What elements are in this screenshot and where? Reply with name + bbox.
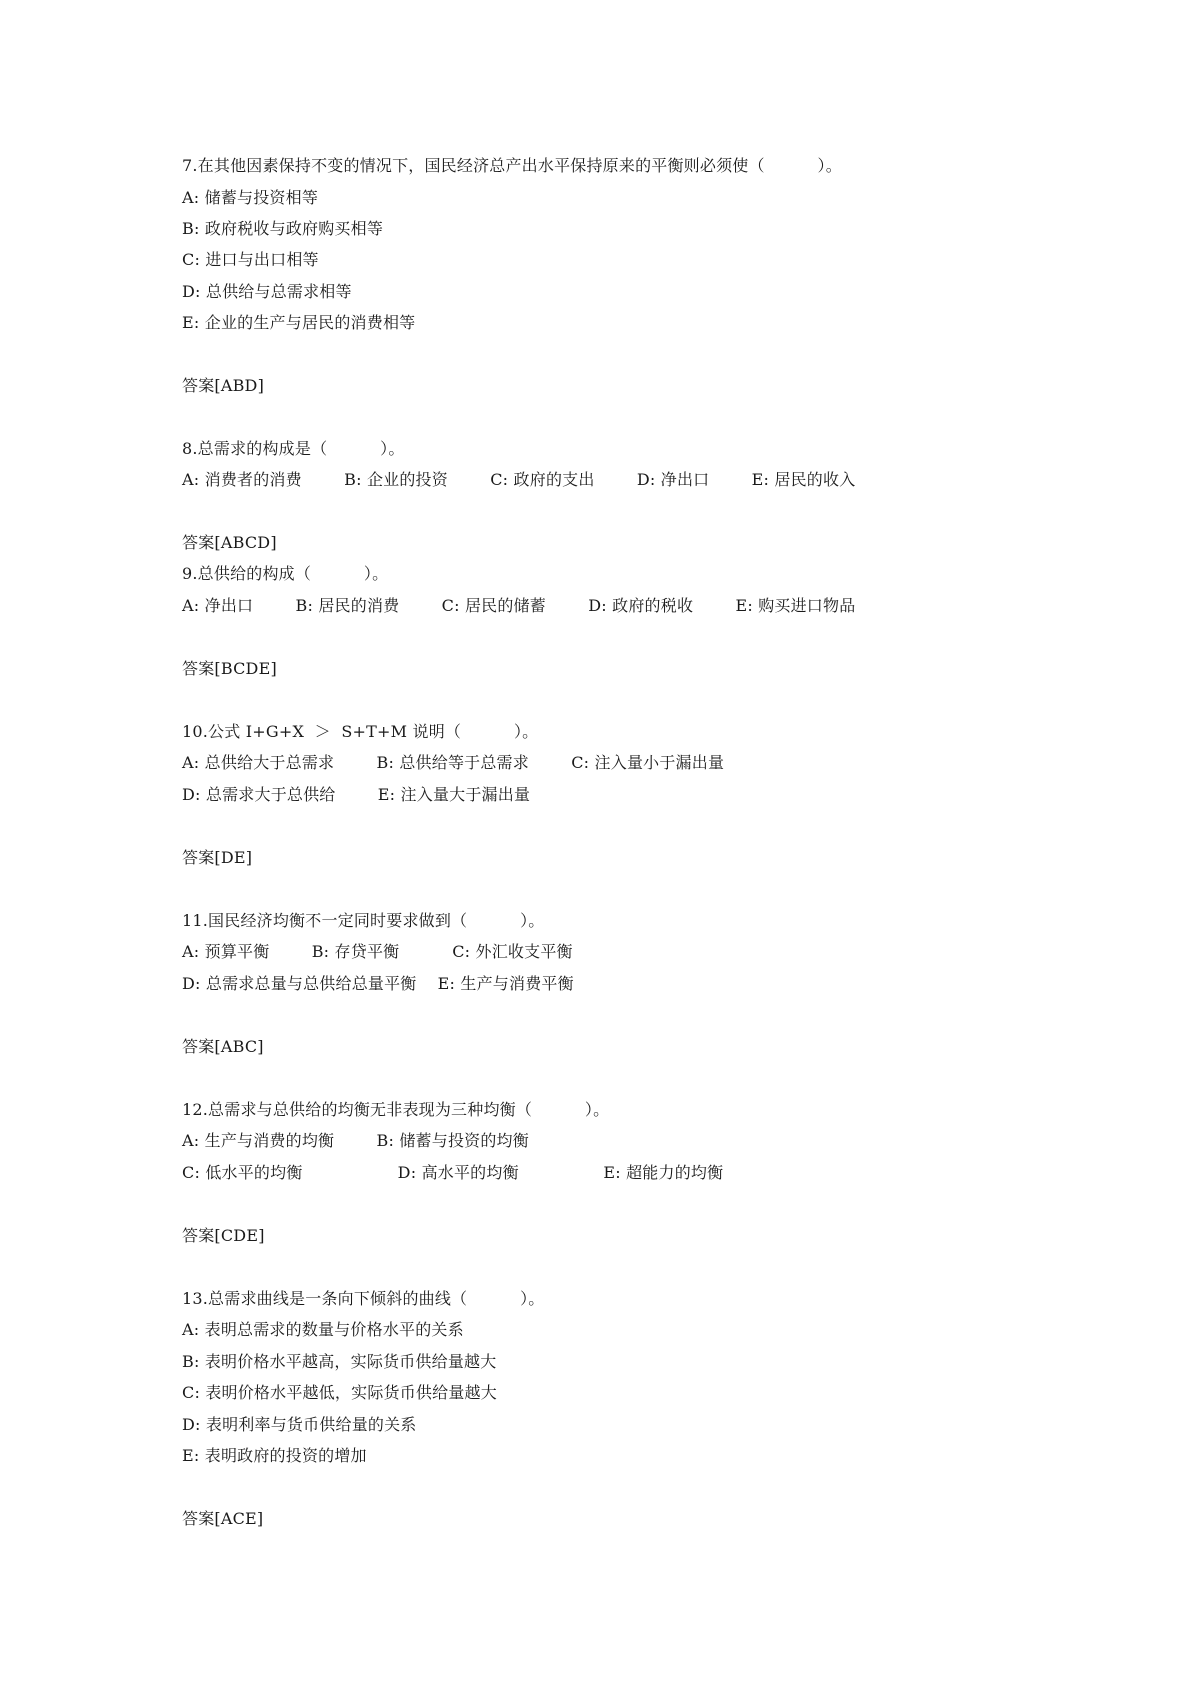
question-7-option-a: A: 储蓄与投资相等 bbox=[182, 188, 319, 207]
question-7-option-e: E: 企业的生产与居民的消费相等 bbox=[182, 313, 416, 332]
question-7-option-d: D: 总供给与总需求相等 bbox=[182, 282, 352, 301]
question-7-answer: 答案[ABD] bbox=[182, 376, 265, 395]
question-11-options-row2: D: 总需求总量与总供给总量平衡 E: 生产与消费平衡 bbox=[182, 974, 574, 993]
question-10-stem: 10.公式 I+G+X ＞ S+T+M 说明（ ）。 bbox=[182, 722, 539, 741]
question-10-options-row2: D: 总需求大于总供给 E: 注入量大于漏出量 bbox=[182, 785, 531, 804]
question-10-options-row1: A: 总供给大于总需求 B: 总供给等于总需求 C: 注入量小于漏出量 bbox=[182, 753, 725, 772]
question-13-option-b: B: 表明价格水平越高，实际货币供给量越大 bbox=[182, 1352, 497, 1371]
question-13-option-d: D: 表明利率与货币供给量的关系 bbox=[182, 1415, 417, 1434]
question-7-stem: 7.在其他因素保持不变的情况下，国民经济总产出水平保持原来的平衡则必须使（ ）。 bbox=[182, 156, 842, 175]
question-12-answer: 答案[CDE] bbox=[182, 1226, 265, 1245]
question-9-stem: 9.总供给的构成（ ）。 bbox=[182, 564, 389, 583]
question-8-stem: 8.总需求的构成是（ ）。 bbox=[182, 439, 405, 458]
question-13-answer: 答案[ACE] bbox=[182, 1509, 264, 1528]
question-12-options-row1: A: 生产与消费的均衡 B: 储蓄与投资的均衡 bbox=[182, 1131, 529, 1150]
question-13-option-a: A: 表明总需求的数量与价格水平的关系 bbox=[182, 1320, 464, 1339]
question-13-option-c: C: 表明价格水平越低，实际货币供给量越大 bbox=[182, 1383, 497, 1402]
question-10-answer: 答案[DE] bbox=[182, 848, 253, 867]
question-12-stem: 12.总需求与总供给的均衡无非表现为三种均衡（ ）。 bbox=[182, 1100, 610, 1119]
question-9-answer: 答案[BCDE] bbox=[182, 659, 277, 678]
question-13-stem: 13.总需求曲线是一条向下倾斜的曲线（ ）。 bbox=[182, 1289, 545, 1308]
question-11-stem: 11.国民经济均衡不一定同时要求做到（ ）。 bbox=[182, 911, 545, 930]
question-7-option-b: B: 政府税收与政府购买相等 bbox=[182, 219, 384, 238]
question-7-option-c: C: 进口与出口相等 bbox=[182, 250, 319, 269]
question-9-options: A: 净出口 B: 居民的消费 C: 居民的储蓄 D: 政府的税收 E: 购买进口物品 bbox=[182, 596, 856, 615]
question-11-options-row1: A: 预算平衡 B: 存贷平衡 C: 外汇收支平衡 bbox=[182, 942, 573, 961]
question-12-options-row2: C: 低水平的均衡 D: 高水平的均衡 E: 超能力的均衡 bbox=[182, 1163, 724, 1182]
question-8-answer: 答案[ABCD] bbox=[182, 533, 277, 552]
question-13-option-e: E: 表明政府的投资的增加 bbox=[182, 1446, 367, 1465]
question-11-answer: 答案[ABC] bbox=[182, 1037, 264, 1056]
question-8-options: A: 消费者的消费 B: 企业的投资 C: 政府的支出 D: 净出口 E: 居民的收入 bbox=[182, 470, 856, 489]
